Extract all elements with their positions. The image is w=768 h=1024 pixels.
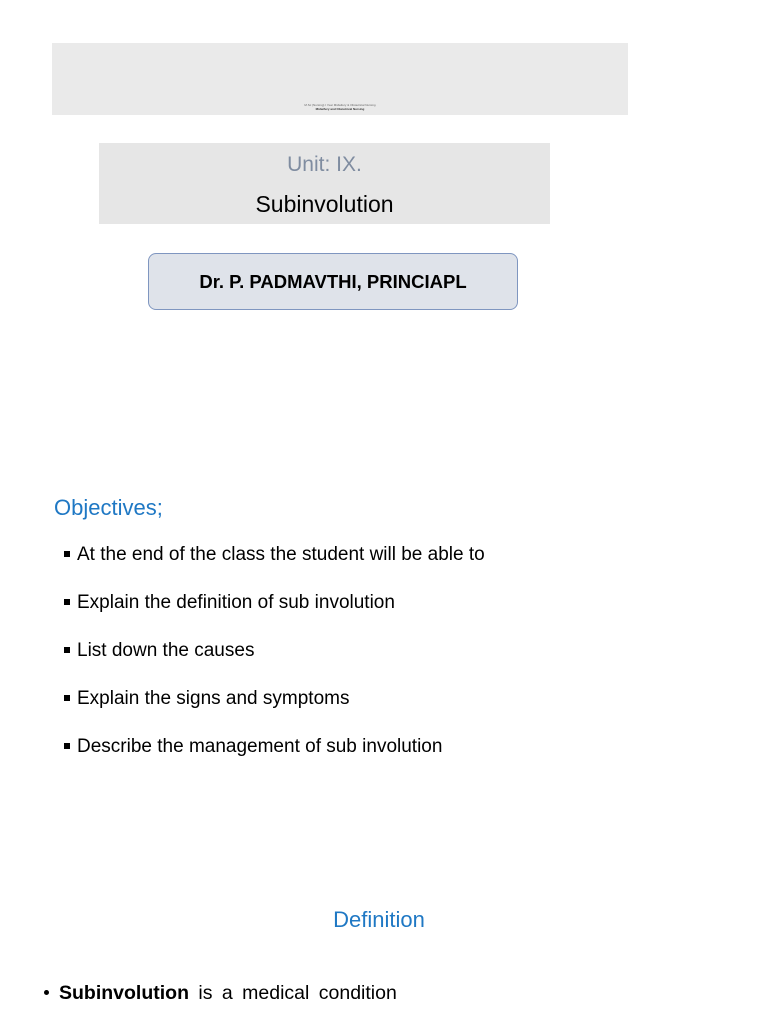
round-bullet-icon — [44, 990, 49, 995]
definition-term: Subinvolution — [59, 982, 189, 1004]
objective-text: Explain the signs and symptoms — [77, 688, 350, 709]
objective-text: Explain the definition of sub involution — [77, 592, 395, 613]
square-bullet-icon — [64, 695, 70, 701]
objectives-list — [62, 541, 485, 781]
objective-item — [62, 685, 485, 733]
definition-heading: Definition — [333, 907, 425, 932]
header-caption-line1: M.Sc (Nursing) I Year Midwifery & Obstetrical Nursing — [304, 103, 376, 107]
square-bullet-icon — [64, 743, 70, 749]
definition-text: is a medical condition — [188, 982, 397, 1004]
objective-item — [62, 637, 485, 685]
header-caption-line2: Midwifery and Obstetrical Nursing — [315, 107, 365, 111]
square-bullet-icon — [64, 599, 70, 605]
objective-text: At the end of the class the student will be able to — [77, 544, 485, 565]
author-box: Dr. P. PADMAVTHI, PRINCIAPL — [148, 253, 518, 310]
objective-item — [62, 541, 485, 589]
unit-title-box — [99, 143, 550, 224]
objective-item — [62, 589, 485, 637]
unit-label: Unit: IX. — [287, 153, 362, 176]
square-bullet-icon — [64, 647, 70, 653]
objective-item — [62, 733, 485, 781]
header-caption — [52, 103, 628, 111]
square-bullet-icon — [64, 551, 70, 557]
objectives-heading: Objectives; — [54, 495, 163, 520]
header-banner — [52, 43, 628, 115]
objective-text: Describe the management of sub involution — [77, 736, 443, 757]
definition-line — [44, 980, 397, 1006]
objective-text: List down the causes — [77, 640, 255, 661]
unit-title: Subinvolution — [255, 191, 394, 217]
